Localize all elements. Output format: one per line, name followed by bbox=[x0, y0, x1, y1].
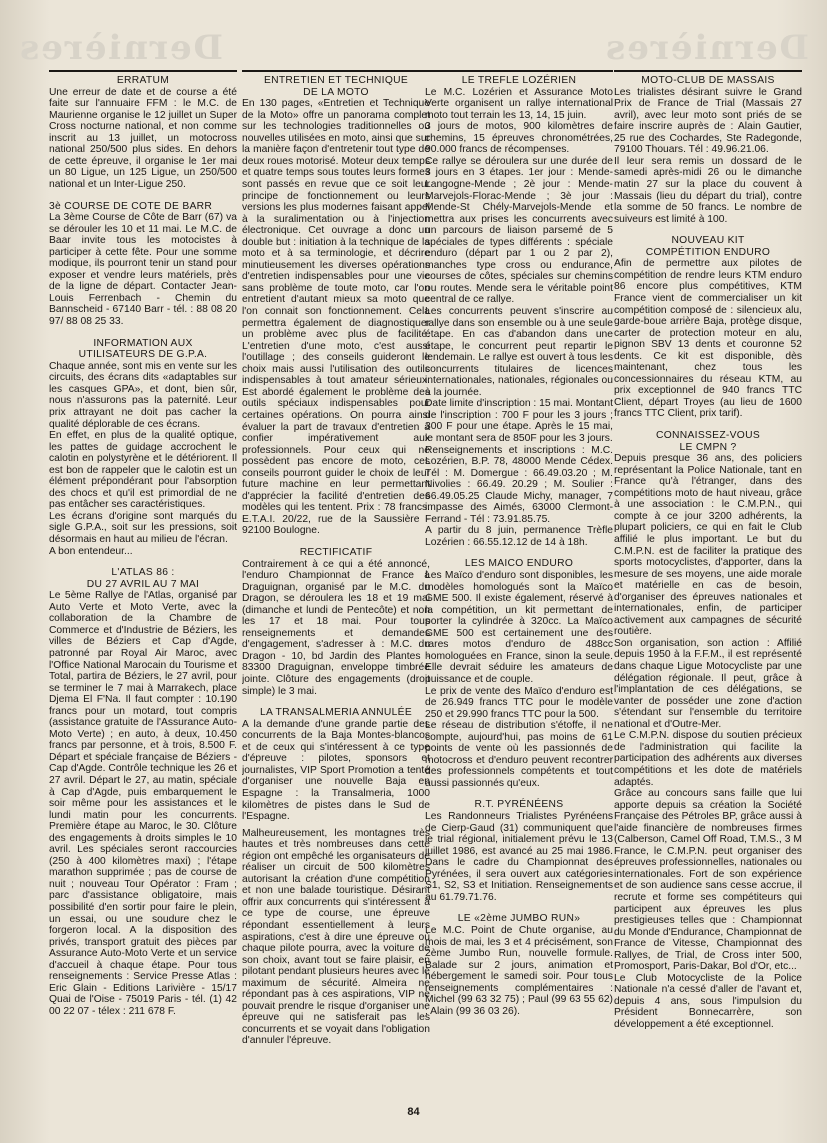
trefle-paragraph: 3 jours de motos, 900 kilomètres de chemins, 15 épreuves chronométrées, 90.000 francs de récompenses. bbox=[425, 121, 613, 156]
kit-title-line2: COMPÉTITION ENDURO bbox=[645, 246, 771, 258]
column-rule bbox=[49, 70, 237, 72]
column-rule bbox=[242, 70, 430, 72]
gpa-paragraph: Les écrans d'origine sont marqués du sigle G.P.A., soit sur les pressions, soit désormais en haut au milieu de l'écran. bbox=[49, 510, 237, 545]
column-1 bbox=[49, 70, 237, 1090]
cmpn-title-line1: CONNAISSEZ-VOUS bbox=[655, 430, 761, 441]
rt-pyreneens-title: R.T. PYRÉNÉENS bbox=[474, 799, 564, 811]
entretien-title-line1: ENTRETIEN ET TECHNIQUE bbox=[263, 75, 409, 86]
column-rule bbox=[614, 70, 802, 72]
massais-paragraph: Les trialistes désirant suivre le Grand Prix de France de Trial (Massais 27 avril), avec leur moto sont priés de se faire inscrire auprès de : Alain Gautier, 25 rue des Cochardes, Ste Radegonde, 79100 Thouars. Tél : 49.96.21.06. bbox=[614, 86, 802, 156]
atlas-body: Le 5ème Rallye de l'Atlas, organisé par Auto Verte et Moto Verte, avec la collaboration de la Chambre de Commerce et d'Industrie de Béziers, les villes de Béziers et Cap d'Agde, patronné par Royal Air Maroc, avec l'Office National Marocain du Tourisme et Total, partira de Béziers, le 27 avril, pour se terminer le 7 mai à Marrakech, place Djema El F'Na. Il faut compter : 10.190 francs pour un motard, tout compris (assistance gratuite de l'Assurance Auto-Moto Verte) ; en auto, à deux, 10.450 francs par personne, et à trois, 8.500 F. Départ et spéciale française de Béziers - Cap d'Agde. Contrôle technique les 26 et 27 avril. Départ le 27, au matin, spéciale à Cap d'Agde, puis embarquement le soir même pour les assistances et le lundi matin pour les concurrents. Première étape au Maroc, le 30. Clôture des engagements à droits simples le 10 avril. Les spéciales seront raccourcies (250 à 400 kilomètres maxi) ; l'étape marathon supprimée ; pas de course de nuit ; nouveau Tour Opérator : Fram ; parc d'assistance obligatoire, mais possibilité d'en sortir pour faire le plein, un essai, ou une soudure chez le forgeron local. A la disposition des privés, transport gratuit des pièces par Assurance Auto-Moto Verte et un service d'accueil à chaque étape. Pour tous renseignements : Service Presse Atlas : Eric Glain - Editions Larivière - 15/17 Quai de l'Oise - 75019 Paris - tél. (1) 42 00 22 07 - télex : 211 678 F. bbox=[49, 590, 237, 1017]
gpa-title-line2: UTILISATEURS DE G.P.A. bbox=[78, 349, 208, 361]
kit-body: Afin de permettre aux pilotes de compétition de rendre leurs KTM enduro 86 encore plus compétitives, KTM France vient de commercialiser un kit compétition composé de : silencieux alu, garde-boue arrière Baja, protège disque, carter de protection moteur en alu, pignon SBV 13 dents et couronne 52 dents. Ce kit est disponible, dès maintenant, chez tous les concessionnaires du réseau KTM, au prix exceptionnel de 940 francs TTC Client, départ Troyes (au lieu de 1600 francs TTC Client, prix tarif). bbox=[614, 258, 802, 420]
atlas-title-line2: DU 27 AVRIL AU 7 MAI bbox=[86, 578, 200, 590]
trefle-paragraph: Renseignements et inscriptions : M.C. Lozérien, B.P. 78, 48000 Mende Cédex. Tél : M. Domergue : 66.49.03.20 ; M. Nivolies : 66.49. 20.29 ; M. Soulier : 66.49.05.25 Claude Michy, manager, 7 impasse des Aimés, 63000 Clermont-Ferrand - Tél : 73.91.85.75. bbox=[425, 444, 613, 525]
erratum-title: ERRATUM bbox=[116, 75, 170, 86]
cmpn-paragraph: Depuis presque 36 ans, des policiers représentant la Police Nationale, tant en France qu'à l'étranger, dans des compétitions moto de haut niveau, grâce à une association : le C.M.P.N., qui compte à ce jour 3200 adhérents, la plupart policiers, ce qui en fait le Club affilié le plus important. Le but du C.M.P.N. est de faciliter la pratique des sports motocyclistes, d'apporter, dans la mesure de ses moyens, une aide morale et matérielle en cas de besoin, d'organiser des épreuves nationales et internationales, enfin, de participer activement aux campagnes de sécurité routière. bbox=[614, 453, 802, 638]
transalmeria-paragraph: Malheureusement, les montagnes très hautes et très nombreuses dans cette région ont empêché les organisateurs de réaliser un circuit de 500 kilomètres autorisant la création d'une compétition et non une balade touristique. Désirant offrir aux concurrents qui s'intéressent à ce type de course, une épreuve répondant essentiellement à leurs aspirations, c'est à dire une épreuve où chaque pilote pourra, avec la voiture de son choix, avant tout se faire plaisir, en pilotant pendant plusieurs heures avec le maximum de sécurité. Almeira ne répondant pas à ces aspirations, VIP ne pouvait prendre le risque d'organiser une épreuve qui ne satisferait pas les concurrents et se voyait dans l'obligation d'annuler l'épreuve. bbox=[242, 827, 430, 1047]
entretien-title-line2: DE LA MOTO bbox=[303, 86, 369, 98]
transalmeria-title: LA TRANSALMERIA ANNULÉE bbox=[259, 707, 413, 719]
page-number: 84 bbox=[407, 1106, 420, 1118]
cmpn-paragraph: Grâce au concours sans faille que lui apporte depuis sa création la Société Française des Pétroles BP, grâce aussi à l'aide financière de nombreuses firmes (Calberson, Camel Off Road, T.M.S., 3 M France, le C.M.P.N. peut organiser des épreuves professionnelles, nationales ou internationales. Fort de son expérience et de son audience sans cesse accrue, il recrute et forme ses compétiteurs qui participent aux épreuves les plus prestigieuses telles que : Championnat du Monde d'Endurance, Championnat de France de Vitesse, Championnat des Rallyes, de Trial, de Cross inter 500, Promosport, Paris-Dakar, Bol d'Or, etc... bbox=[614, 788, 802, 973]
column-rule bbox=[425, 70, 613, 72]
cmpn-paragraph: Son organisation, son action : Affilié depuis 1950 à la F.F.M., il est représenté dans chaque Ligue Motocycliste par une délégation régionale. Il peut, grâce à l'implantation de ces délégations, se vanter de posséder une zone d'action s'étendant sur l'ensemble du territoire national et d'Outre-Mer. bbox=[614, 637, 802, 730]
gpa-paragraph: Chaque année, sont mis en vente sur les circuits, des écrans dits «adaptables sur les casques GPA», et dont, bien sûr, nous n'assurons pas la paternité. Leur prix attrayant ne doit pas cacher la qualité déplorable de ces écrans. bbox=[49, 360, 237, 430]
trefle-title: LE TREFLE LOZÉRIEN bbox=[461, 75, 577, 86]
massais-paragraph: Il leur sera remis un dossard de le samedi après-midi 26 ou le dimanche matin 27 sur la place du couvent à Massais (lieu du départ du trial), contre la somme de 50 francs. Le nombre de suiveurs est limité à 100. bbox=[614, 155, 802, 225]
jumbo-run-body: Le M.C. Point de Chute organise, au mois de mai, les 3 et 4 précisément, son 2ème Jumbo Run, nouvelle formule. Balade sur 2 jours, animation et hébergement le samedi soir. Pour tous renseignements complémentaires : Michel (99 63 32 75) ; Paul (99 63 55 62) ; Alain (99 36 03 26). bbox=[425, 925, 613, 1017]
column-4 bbox=[614, 70, 802, 1090]
atlas-title-line1: L'ATLAS 86 : bbox=[111, 567, 175, 579]
entretien-body: En 130 pages, «Entretien et Technique de la Moto» offre un panorama complet sur les technologies traditionnelles ou nouvelles utilisées en moto, ainsi que sur la manière façon d'entretenir tout type de deux roues motorisé. Moteur deux temps et quatre temps sous toutes leurs formes sont passés en revue que ce soit leur principe de fonctionnement ou leurs versions les plus modernes faisant appel à la suralimentation ou à l'injection électronique. Cet ouvrage a donc un double but : initiation à la technique de la moto et à sa terminologie, et décrire minutieusement les diverses opérations d'entretien indispensables pour une vie sans problème de toute moto, car l'on entretient d'autant mieux sa moto que l'on connait son fonctionnement. Cela permettra également de diagnostiquer un problème avec plus de facilité. L'entretien d'une moto, c'est aussi l'outillage ; des conseils guideront le choix mais aussi l'utilisation des outils indispensables à tout amateur sérieux. Est abordé également le problème des outils spéciaux indispensables pour certaines opérations. On pourra ainsi évaluer la part de travaux d'entretien à confier impérativement aux professionnels. Pour ceux qui ne possèdent pas encore de moto, ces conseils pourront guider le choix de leur future machine en leur permettant d'apprécier la facilité d'entretien des modèles qui les tentent. Prix : 78 francs. E.T.A.I. 20/22, rue de la Saussière - 92100 Boulogne. bbox=[242, 98, 430, 537]
gpa-paragraph: En effet, en plus de la qualité optique, les pattes de guidage accrochent le calotin en polystyrène et le détériorent. Il est bon de rappeler que le calotin est un élément prépondérant pour l'absorption des chocs et qu'il est primordial de ne pas entâcher ses caractéristiques. bbox=[49, 430, 237, 511]
cmpn-paragraph: Le C.M.P.N. dispose du soutien précieux de l'administration qui facilite la participation des adhérents aux diverses compétitions et les dote de matériels adaptés. bbox=[614, 730, 802, 788]
rectificatif-title: RECTIFICATIF bbox=[299, 546, 373, 558]
cmpn-paragraph: Le Club Motocycliste de la Police Nationale n'a cessé d'aller de l'avant et, depuis 4 ans, sous l'impulsion du Président Bonnecarrère, son développement a été exceptionnel. bbox=[614, 972, 802, 1030]
erratum-body: Une erreur de date et de course a été faite sur l'annuaire FFM : le M.C. de Maurienne organise le 12 juillet un Super Cross nocturne national, et non comme inscrit au 13 juillet, un motocross national 250/500 plus sides. En dehors de cette épreuve, il organise le 1er mai un 80 Ligue, un 125 Ligue, un 250/500 national et un Inter-Ligue 250. bbox=[49, 86, 237, 190]
barr-body: La 3ème Course de Côte de Barr (67) va se dérouler les 10 et 11 mai. Le M.C. de Baar invite tous les motocistes à participer à cette fête. Pour une somme modique, ils pourront tenir un stand pour exposer et vendre leurs matériels, près de la ligne de départ. Contacter Jean-Louis Ferrenbach - Chemin du Bannscheid - 67140 Barr - tél. : 88 08 20 97/ 88 08 25 33. bbox=[49, 212, 237, 328]
column-3 bbox=[425, 70, 613, 1090]
gpa-paragraph: A bon entendeur... bbox=[49, 545, 133, 557]
column-2 bbox=[242, 70, 430, 1090]
trefle-paragraph: Les concurrents peuvent s'inscrire au rallye dans son ensemble ou à une seule étape. En cas d'abandon dans une étape, le concurrent peut repartir le lendemain. Le rallye est ouvert à tous les concurrents titulaires de licences internationales, nationales, régionales ou à la journée. bbox=[425, 305, 613, 398]
gpa-title-line1: INFORMATION AUX bbox=[93, 337, 193, 349]
mirrored-header-text: Dernières bbox=[18, 28, 223, 68]
trefle-paragraph: A partir du 8 juin, permanence Trèfle Lozérien : 66.55.12.12 de 14 à 18h. bbox=[425, 525, 613, 548]
barr-title: 3è COURSE DE COTE DE BARR bbox=[49, 200, 213, 212]
trefle-paragraph: Le M.C. Lozérien et Assurance Moto Verte organisent un rallye international moto tout terrain les 13, 14, 15 juin. bbox=[425, 86, 613, 121]
massais-title: MOTO-CLUB DE MASSAIS bbox=[641, 75, 775, 86]
trefle-paragraph: Date limite d'inscription : 15 mai. Montant de l'inscription : 700 F pour les 3 jours ; 300 F pour une étape. Après le 15 mai, le montant sera de 850F pour les 3 jours. bbox=[425, 398, 613, 444]
maico-paragraph: Le prix de vente des Maïco d'enduro est de 26.949 francs TTC pour le modèle 250 et 29.990 francs TTC pour la 500. bbox=[425, 685, 613, 720]
mirrored-header-text-right: Dernières bbox=[604, 28, 809, 68]
rectificatif-body: Contrairement à ce qui a été annoncé, l'enduro Championnat de France à Draguignan, organisé par le M.C. du Dragon, se déroulera les 18 et 19 mai (dimanche et lundi de Pentecôte) et non les 17 et 18 mai. Pour tous renseignements et demandes d'engagement, s'adresser à : M.C. du Dragon - 10, bd Jardin des Plantes - 83300 Draguignan, enveloppe timbrée jointe. Clôture des engagements (droit simple) le 3 mai. bbox=[242, 558, 430, 697]
rt-pyreneens-body: Les Randonneurs Trialistes Pyrénéens de Cierp-Gaud (31) communiquent que le trial régional, initialement prévu le 13 juillet 1986, est avancé au 25 mai 1986. Dans le cadre du Championnat des Pyrénées, il sera ouvert aux catégories S1, S2, S3 et Initiation. Renseignements au 61.79.71.76. bbox=[425, 811, 613, 903]
maico-title: LES MAICO ENDURO bbox=[464, 558, 574, 570]
transalmeria-paragraph: A la demande d'une grande partie des concurrents de la Baja Montes-blancos et de ceux qui s'intéressent à ce type d'épreuve : pilotes, sponsors et journalistes, VIP Sport Promotion a tenté d'organiser une nouvelle Baja en Espagne : la Transalmeria, 1000 kilomètres de pistes dans le Sud de l'Espagne. bbox=[242, 718, 430, 823]
cmpn-title-line2: LE CMPN ? bbox=[679, 441, 737, 453]
kit-title-line1: NOUVEAU KIT bbox=[671, 235, 745, 247]
trefle-paragraph: Ce rallye se déroulera sur une durée de 3 jours en 3 étapes. 1er jour : Mende-Langogne-Mende ; 2è jour : Mende-Marvejols-Florac-Mende ; 3è jour : Mende-St Chély-Marvejols-Mende et mettra aux prises les concurrents avec un parcours de liaison parsemé de 5 spéciales de types différents : spéciale enduro (départ par 1 ou 2 par 2), manches type cross ou endurance, courses de côtes, spéciales sur chemins ou routes. Mende sera le véritable point central de ce rallye. bbox=[425, 155, 613, 306]
maico-paragraph: Le réseau de distribution s'étoffe, il ne compte, aujourd'hui, pas moins de 61 points de vente où les passionnés de motocross et d'enduro peuvent recontrer des professionnels compétents et tout aussi passionnés qu'eux. bbox=[425, 720, 613, 789]
jumbo-run-title: LE «2ème JUMBO RUN» bbox=[457, 913, 581, 925]
maico-paragraph: Les Maïco d'enduro sont disponibles, les modèles homologués sont la Maïco GME 500. Il existe également, réservé à la compétition, un kit permettant de porter la cylindrée à 320cc. La Maïco GME 500 est certainement une des rares motos d'enduro de 488cc homologuées en France, sinon la seule. Elle devrait séduire les amateurs de puissance et de couple. bbox=[425, 570, 613, 685]
